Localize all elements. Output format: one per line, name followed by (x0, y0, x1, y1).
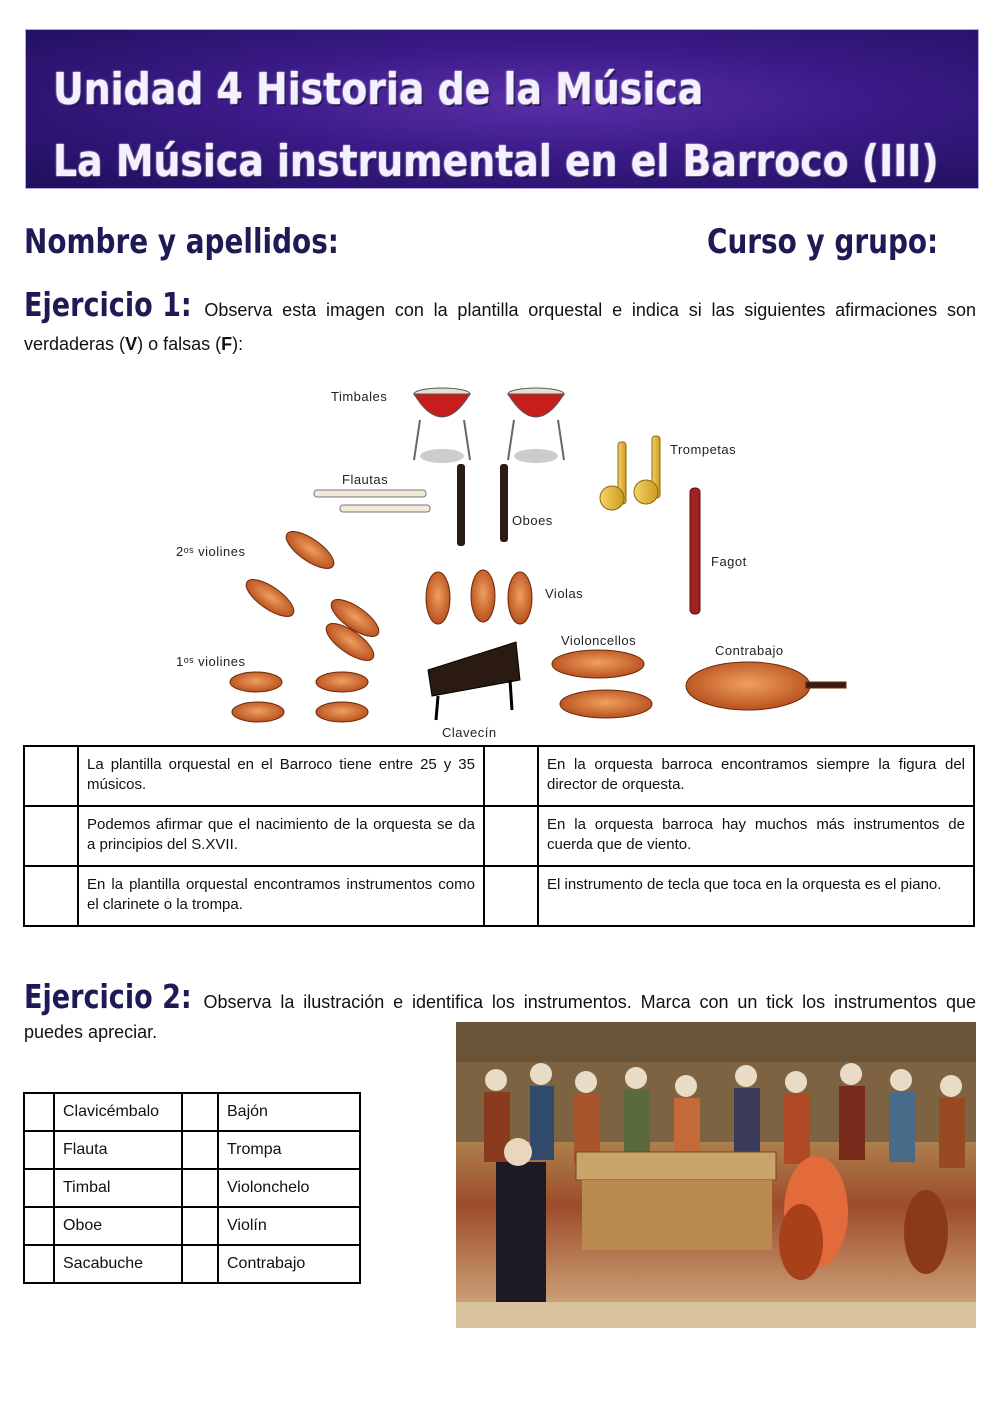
statement-cell: En la orquesta barroca encontramos siempre la figura del director de orquesta. (538, 746, 974, 806)
answer-box[interactable] (24, 866, 78, 926)
answer-box[interactable] (484, 866, 538, 926)
first-violins-drawing (230, 672, 368, 722)
table-row (24, 1093, 360, 1131)
answer-box[interactable] (24, 806, 78, 866)
exercise1-text-a: Observa esta imagen con la plantilla orquestal e indica si las siguientes afirmaciones son verdaderas ( (24, 300, 976, 354)
checkbox[interactable] (182, 1245, 218, 1283)
answer-box[interactable] (484, 806, 538, 866)
label-fagot: Fagot (711, 554, 747, 569)
cellos-drawing (552, 650, 652, 718)
label-clavecin: Clavecín (442, 725, 497, 740)
label-violas: Violas (545, 586, 584, 601)
exercise1-instruction (24, 285, 976, 361)
label-first-violins: 1ᵒˢ violines (176, 654, 246, 669)
bassoon-drawing (690, 488, 700, 614)
instrument-name: Timbal (54, 1169, 182, 1207)
second-violins-drawing (241, 525, 384, 667)
checkbox[interactable] (24, 1169, 54, 1207)
label-contrabajo: Contrabajo (715, 643, 784, 658)
label-flautas: Flautas (342, 472, 389, 487)
violas-drawing (426, 570, 532, 624)
checkbox[interactable] (182, 1169, 218, 1207)
true-false-table (23, 745, 975, 927)
painting-illustration (456, 1022, 976, 1328)
exercise1-title: Ejercicio 1: (24, 285, 192, 324)
instrument-name: Violín (218, 1207, 360, 1245)
label-second-violins: 2ᵒˢ violines (176, 544, 246, 559)
table-row (24, 866, 974, 926)
title-banner (26, 30, 978, 188)
exercise2-title: Ejercicio 2: (24, 977, 192, 1016)
oboes-drawing (457, 464, 508, 546)
label-timbales: Timbales (331, 389, 388, 404)
true-letter: V (125, 334, 138, 354)
harpsichord-drawing (428, 642, 520, 720)
instrument-name: Clavicémbalo (54, 1093, 182, 1131)
answer-box[interactable] (484, 746, 538, 806)
orchestra-figure (170, 380, 850, 740)
trumpets-drawing (600, 436, 660, 510)
double-bass-drawing (686, 662, 846, 710)
instrument-name: Oboe (54, 1207, 182, 1245)
table-row (24, 1131, 360, 1169)
checkbox[interactable] (24, 1245, 54, 1283)
concert-painting (456, 1022, 976, 1328)
label-oboes: Oboes (512, 513, 553, 528)
checkbox[interactable] (24, 1207, 54, 1245)
course-label: Curso y grupo: (707, 222, 939, 262)
table-row (24, 746, 974, 806)
instrument-name: Violonchelo (218, 1169, 360, 1207)
table-row (24, 1245, 360, 1283)
checkbox[interactable] (182, 1207, 218, 1245)
instrument-name: Sacabuche (54, 1245, 182, 1283)
table-row (24, 806, 974, 866)
timpani-drawing (414, 388, 564, 463)
statement-cell: En la orquesta barroca hay muchos más instrumentos de cuerda que de viento. (538, 806, 974, 866)
checkbox[interactable] (182, 1093, 218, 1131)
exercise2-text: Observa la ilustración e identifica los instrumentos. Marca con un tick los instrumentos que puedes apreciar. (24, 992, 976, 1042)
table-row (24, 1169, 360, 1207)
statement-cell: La plantilla orquestal en el Barroco tiene entre 25 y 35 músicos. (78, 746, 484, 806)
label-trompetas: Trompetas (670, 442, 737, 457)
label-violoncellos: Violoncellos (561, 633, 637, 648)
table-row (24, 1207, 360, 1245)
instrument-name: Bajón (218, 1093, 360, 1131)
exercise1-text-b: ) o falsas ( (137, 334, 222, 354)
checkbox[interactable] (182, 1131, 218, 1169)
checkbox[interactable] (24, 1131, 54, 1169)
instrument-checklist (23, 1092, 361, 1284)
statement-cell: En la plantilla orquestal encontramos instrumentos como el clarinete o la trompa. (78, 866, 484, 926)
name-label: Nombre y apellidos: (24, 222, 339, 262)
answer-box[interactable] (24, 746, 78, 806)
instrument-name: Trompa (218, 1131, 360, 1169)
statement-cell: Podemos afirmar que el nacimiento de la orquesta se da a principios del S.XVII. (78, 806, 484, 866)
exercise1-text-c: ): (232, 334, 244, 354)
false-letter: F (221, 334, 233, 354)
unit-title: Unidad 4 Historia de la Música (53, 64, 704, 115)
lesson-title: La Música instrumental en el Barroco (III) (53, 136, 939, 187)
flutes-drawing (314, 490, 430, 512)
statement-cell: El instrumento de tecla que toca en la orquesta es el piano. (538, 866, 974, 926)
checkbox[interactable] (24, 1093, 54, 1131)
instrument-name: Flauta (54, 1131, 182, 1169)
instrument-name: Contrabajo (218, 1245, 360, 1283)
orchestra-illustration (170, 380, 850, 740)
